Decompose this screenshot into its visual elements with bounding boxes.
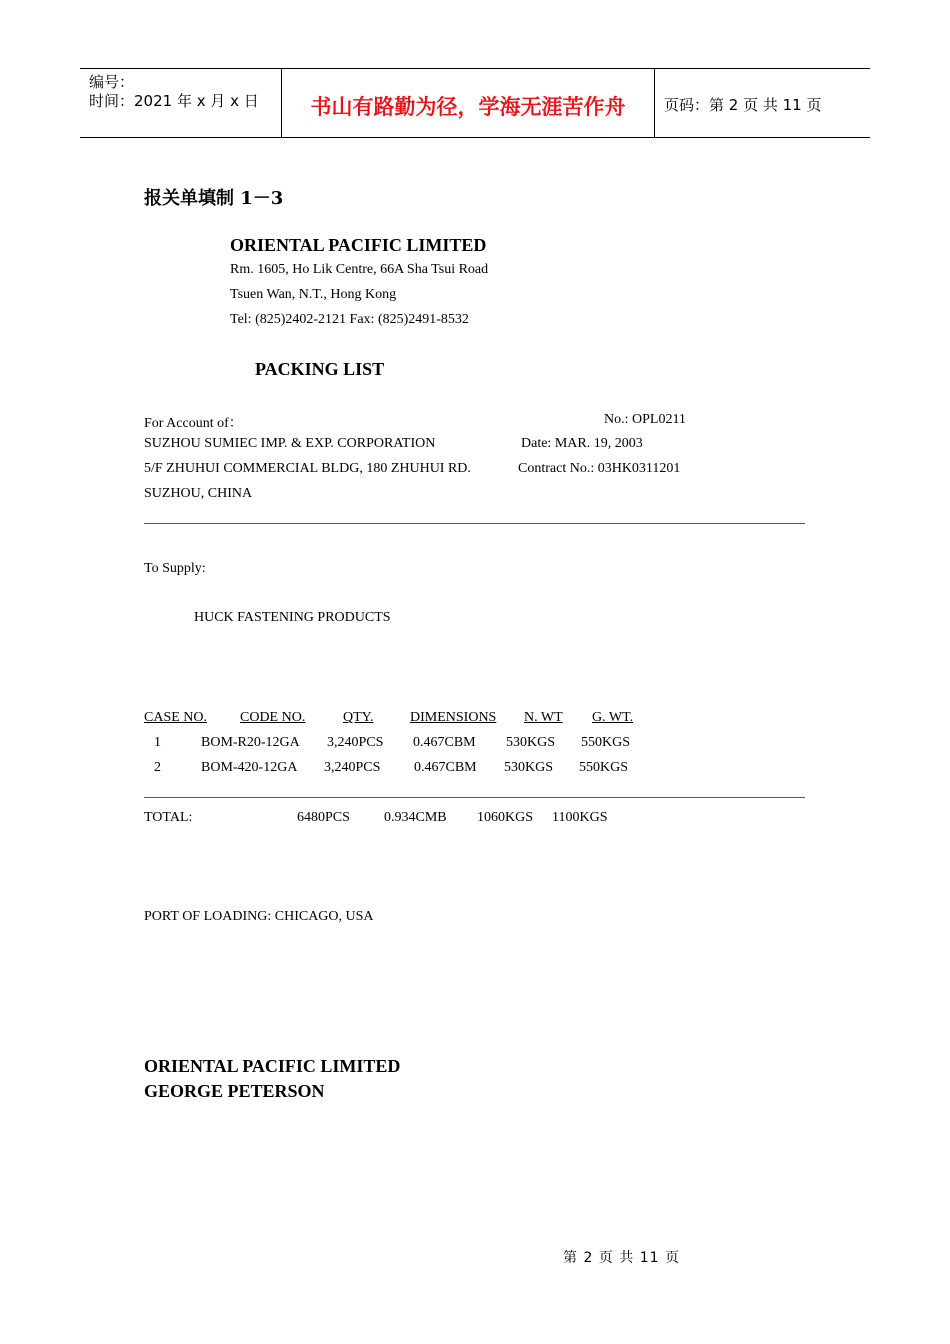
account-name: SUZHOU SUMIEC IMP. & EXP. CORPORATION xyxy=(144,436,436,451)
table-row-1-code: BOM-R20-12GA xyxy=(201,735,300,750)
header-motto: 书山有路勤为径，学海无涯苦作舟 xyxy=(310,95,626,119)
signature-person: GEORGE PETERSON xyxy=(144,1081,325,1101)
total-net-weight: 1060KGS xyxy=(477,810,534,825)
total-gross-weight: 1100KGS xyxy=(552,810,608,825)
document-date: Date: MAR. 19, 2003 xyxy=(521,436,643,451)
table-row-1-case: 1 xyxy=(154,735,161,750)
company-contact: Tel: (825)2402-2121 Fax: (825)2491-8532 xyxy=(230,312,469,327)
header-right-cell xyxy=(655,69,870,137)
header-page-label: 页码：第 2 页 共 11 页 xyxy=(664,96,822,114)
signature-company: ORIENTAL PACIFIC LIMITED xyxy=(144,1056,401,1076)
account-address: 5/F ZHUHUI COMMERCIAL BLDG, 180 ZHUHUI RD. xyxy=(144,461,471,476)
divider-line xyxy=(144,523,805,524)
port-of-loading: PORT OF LOADING: CHICAGO, USA xyxy=(144,909,374,924)
col-header-qty: QTY. xyxy=(343,710,374,725)
header-left-cell xyxy=(80,69,280,137)
col-header-case-no: CASE NO. xyxy=(144,710,208,725)
company-address-2: Tsuen Wan, N.T., Hong Kong xyxy=(230,287,397,302)
contract-number: Contract No.: 03HK0311201 xyxy=(518,461,681,476)
serial-label: 编号： xyxy=(89,73,135,91)
table-row-2-case: 2 xyxy=(154,760,161,775)
document-number: No.: OPL0211 xyxy=(604,412,686,427)
col-header-dimensions: DIMENSIONS xyxy=(410,710,497,725)
total-dimensions: 0.934CMB xyxy=(384,810,447,825)
supply-product: HUCK FASTENING PRODUCTS xyxy=(194,610,391,625)
col-header-code-no: CODE NO. xyxy=(240,710,306,725)
table-row-2-dimensions: 0.467CBM xyxy=(414,760,477,775)
document-title: 报关单填制 1－3 xyxy=(144,188,284,209)
company-name: ORIENTAL PACIFIC LIMITED xyxy=(230,235,487,255)
page-footer: 第 2 页 共 11 页 xyxy=(563,1250,680,1266)
supply-label: To Supply: xyxy=(144,561,206,576)
table-row-1-gross-weight: 550KGS xyxy=(581,735,631,750)
table-row-1-qty: 3,240PCS xyxy=(327,735,384,750)
account-label: For Account of： xyxy=(144,416,243,431)
header-middle-cell xyxy=(281,69,655,137)
page-header xyxy=(80,68,870,138)
company-address-1: Rm. 1605, Ho Lik Centre, 66A Sha Tsui Road xyxy=(230,262,489,277)
table-row-2-net-weight: 530KGS xyxy=(504,760,554,775)
divider-line xyxy=(144,797,805,798)
col-header-net-weight: N. WT xyxy=(524,710,563,725)
table-row-1-net-weight: 530KGS xyxy=(506,735,556,750)
packing-list-title: PACKING LIST xyxy=(255,359,385,379)
col-header-gross-weight: G. WT. xyxy=(592,710,634,725)
table-row-2-gross-weight: 550KGS xyxy=(579,760,629,775)
table-row-2-code: BOM-420-12GA xyxy=(201,760,298,775)
total-qty: 6480PCS xyxy=(297,810,350,825)
total-label: TOTAL: xyxy=(144,810,193,825)
table-row-1-dimensions: 0.467CBM xyxy=(413,735,476,750)
time-label: 时间：2021 年 x 月 x 日 xyxy=(89,92,259,110)
account-city: SUZHOU, CHINA xyxy=(144,486,253,501)
table-row-2-qty: 3,240PCS xyxy=(324,760,381,775)
